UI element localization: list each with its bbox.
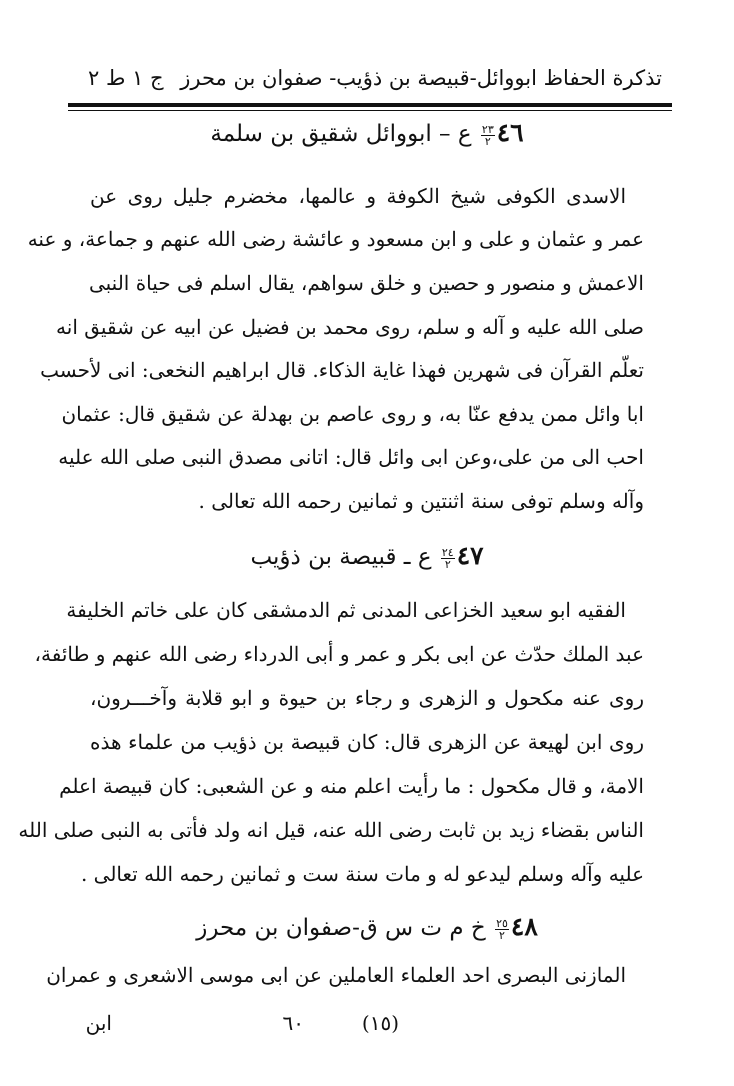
text-line: عليه وآله وسلم ليدعو له و مات سنة ست و ثمانين رحمه الله تعالى .	[80, 862, 644, 886]
text-line: الامة، و قال مكحول : ما رأيت اعلم منه و عن الشعبى: كان قبيصة اعلم	[59, 774, 644, 798]
text-line: صلى الله عليه و آله و سلم، روى محمد بن فضيل عن ابيه عن شقيق انه	[56, 315, 644, 339]
entry-heading: ع – ابووائل شقيق بن سلمة	[210, 121, 472, 147]
entry-fraction: $\frac{٢٤}{٢}$	[441, 545, 454, 571]
volume-reference: ج ١ ط ٢	[88, 66, 164, 90]
catchword: ابن	[85, 1011, 112, 1035]
entry-heading: ع ـ قبيصة بن ذؤيب	[250, 544, 432, 570]
entry-number: ٤٧	[456, 541, 484, 570]
text-line: تعلّم القرآن فى شهرين فهذا غاية الذكاء. قال ابراهيم النخعى: انى لأحسب	[40, 358, 644, 382]
entry-title	[60, 118, 674, 162]
page-number: ٦٠	[282, 1011, 304, 1035]
running-header	[88, 58, 662, 98]
text-line: الناس بقضاء زيد بن ثابت رضى الله عنه، قيل انه ولد فأتى به النبى صلى الله	[18, 818, 644, 842]
text-line: ابا وائل ممن يدفع عنّا به، و روى عاصم بن بهدلة عن شقيق قال: عثمان	[61, 402, 644, 426]
signature-mark: (١٥)	[361, 1011, 399, 1035]
entry-title	[60, 541, 674, 585]
entry-heading: خ م ت س ق-صفوان بن محرز	[196, 915, 486, 941]
entry-fraction: $\frac{٢٣}{٢}$	[481, 122, 494, 148]
text-line: المازنى البصرى احد العلماء العاملين عن ابى موسى الاشعرى و عمران	[46, 963, 626, 987]
text-line: عمر و عثمان و على و ابن مسعود و عائشة رضى الله عنهم و جماعة، و عنه	[27, 227, 644, 251]
text-line: عبد الملك حدّث عن ابى بكر و عمر و أبى الدرداء رضى الله عنهم و طائفة،	[34, 642, 644, 666]
text-line: احب الى من على،وعن ابى وائل قال: اتانى مصدق النبى صلى الله عليه	[58, 445, 644, 469]
text-line: الاعمش و منصور و حصين و خلق سواهم، يقال اسلم فى حياة النبى	[88, 271, 644, 295]
text-line: وآله وسلم توفى سنة اثنتين و ثمانين رحمه الله تعالى .	[198, 489, 644, 513]
page-footer	[85, 1003, 644, 1043]
entry-title	[60, 912, 674, 956]
text-line: روى ابن لهيعة عن الزهرى قال: كان قبيصة بن ذؤيب من علماء هذه	[90, 730, 644, 754]
running-title: تذكرة الحفاظ ابووائل-قبيصة بن ذؤيب- صفوان بن محرز	[180, 66, 662, 90]
entry-fraction: $\frac{٢٥}{٢}$	[496, 916, 508, 942]
text-line: الاسدى الكوفى شيخ الكوفة و عالمها، مخضرم جليل روى عن	[90, 184, 626, 208]
entry-number: ٤٦	[496, 118, 524, 147]
entry-number: ٤٨	[510, 912, 538, 941]
header-rule-thin	[68, 110, 672, 111]
text-line: الفقيه ابو سعيد الخزاعى المدنى ثم الدمشقى كان على خاتم الخليفة	[66, 598, 626, 622]
text-line: روى عنه مكحول و الزهرى و رجاء بن حيوة و ابو قلابة وآخـــرون،	[90, 686, 644, 710]
header-rule-thick	[68, 103, 672, 107]
